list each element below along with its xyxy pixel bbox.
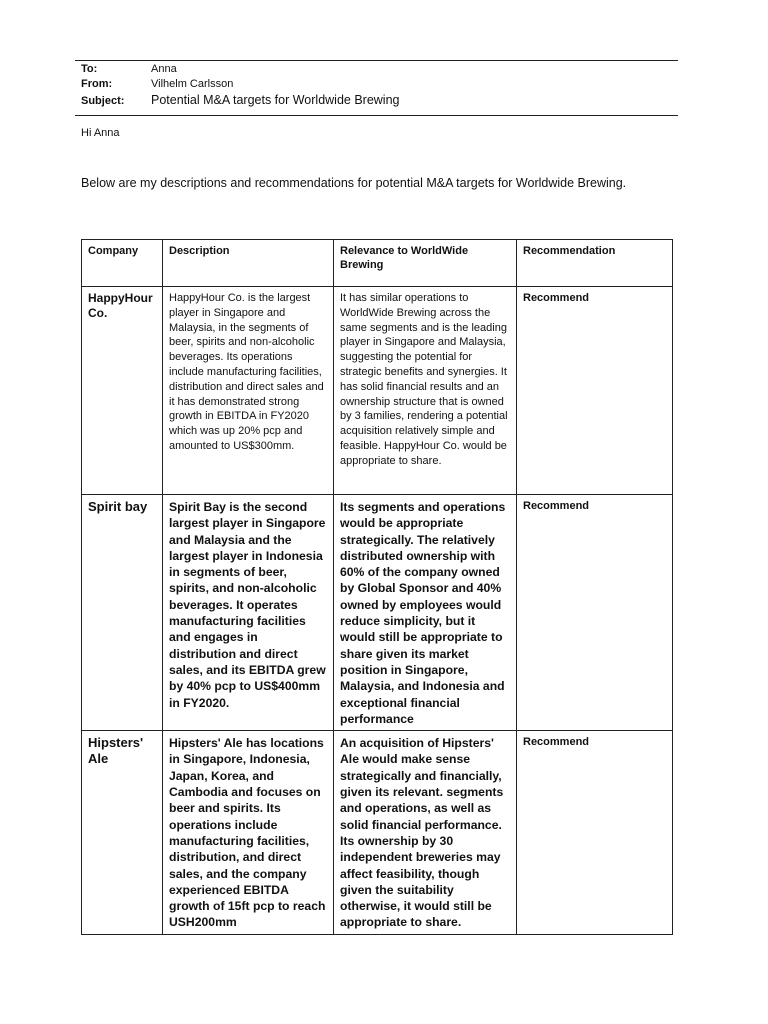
recommendation-cell: Recommend: [517, 287, 673, 495]
memo-from-row: [75, 78, 678, 93]
recommendation-cell: Recommend: [517, 495, 673, 731]
subject-value: Potential M&A targets for Worldwide Brewing: [151, 93, 400, 107]
targets-table-wrapper: [81, 239, 673, 935]
company-cell: Hipsters' Ale: [82, 731, 163, 935]
relevance-cell: Its segments and operations would be appropriate strategically. The relatively distributed ownership with 60% of the company owned by Global Sponsor and 40% owned by employees would reduce simplicity, but it would still be appropriate to share given its market position in Singapore, Malaysia, and Indonesia and exceptional financial performance: [334, 495, 517, 731]
table-header-row: [82, 240, 673, 287]
header-company: Company: [82, 240, 163, 287]
recommendation-cell: Recommend: [517, 731, 673, 935]
header-description: Description: [163, 240, 334, 287]
table-row: [82, 287, 673, 495]
header-relevance: Relevance to WorldWide Brewing: [334, 240, 517, 287]
memo-to-row: [75, 63, 678, 78]
from-label: From:: [81, 78, 113, 90]
company-cell: Spirit bay: [82, 495, 163, 731]
description-cell: Hipsters' Ale has locations in Singapore, Indonesia, Japan, Korea, and Cambodia and focuses on beer and spirits. Its operations include manufacturing facilities, distribution, and direct sales, and the company experienced EBITDA growth of 15ft pcp to reach USH200mm: [163, 731, 334, 935]
relevance-cell: An acquisition of Hipsters' Ale would make sense strategically and financially, given its relevant. segments and operations, as well as solid financial performance. Its ownership by 30 independent breweries may affect feasibility, though given the suitability otherwise, it would still be appropriate to share.: [334, 731, 517, 935]
description-cell: Spirit Bay is the second largest player in Singapore and Malaysia and the largest player in Indonesia in segments of beer, spirits, and non-alcoholic beverages. It operates manufacturing facilities and engages in distribution and direct sales, and its EBITDA grew by 40% pcp to US$400mm in FY2020.: [163, 495, 334, 731]
header-recommendation: Recommendation: [517, 240, 673, 287]
subject-label: Subject:: [81, 95, 125, 107]
to-value: Anna: [151, 63, 177, 75]
greeting: Hi Anna: [81, 127, 120, 139]
targets-table: [81, 239, 673, 935]
table-row: [82, 731, 673, 935]
table-row: [82, 495, 673, 731]
memo-header: [75, 60, 678, 116]
memo-subject-row: [75, 93, 678, 111]
relevance-cell: It has similar operations to WorldWide Brewing across the same segments and is the leading player in Singapore and Malaysia, suggesting the potential for strategic benefits and synergies. It has solid financial results and an ownership structure that is owned by 3 families, rendering a potential acquisition relatively simple and feasible. HappyHour Co. would be appropriate to share.: [334, 287, 517, 495]
description-cell: HappyHour Co. is the largest player in Singapore and Malaysia, in the segments of beer, spirits and non-alcoholic beverages. Its operations include manufacturing facilities, distribution and direct sales and it has demonstrated strong growth in EBITDA in FY2020 which was up 20% pcp and amounted to US$300mm.: [163, 287, 334, 495]
from-value: Vilhelm Carlsson: [151, 78, 234, 90]
intro-paragraph: Below are my descriptions and recommendations for potential M&A targets for Worldwide Brewing.: [81, 176, 627, 190]
company-cell: HappyHour Co.: [82, 287, 163, 495]
to-label: To:: [81, 63, 98, 75]
